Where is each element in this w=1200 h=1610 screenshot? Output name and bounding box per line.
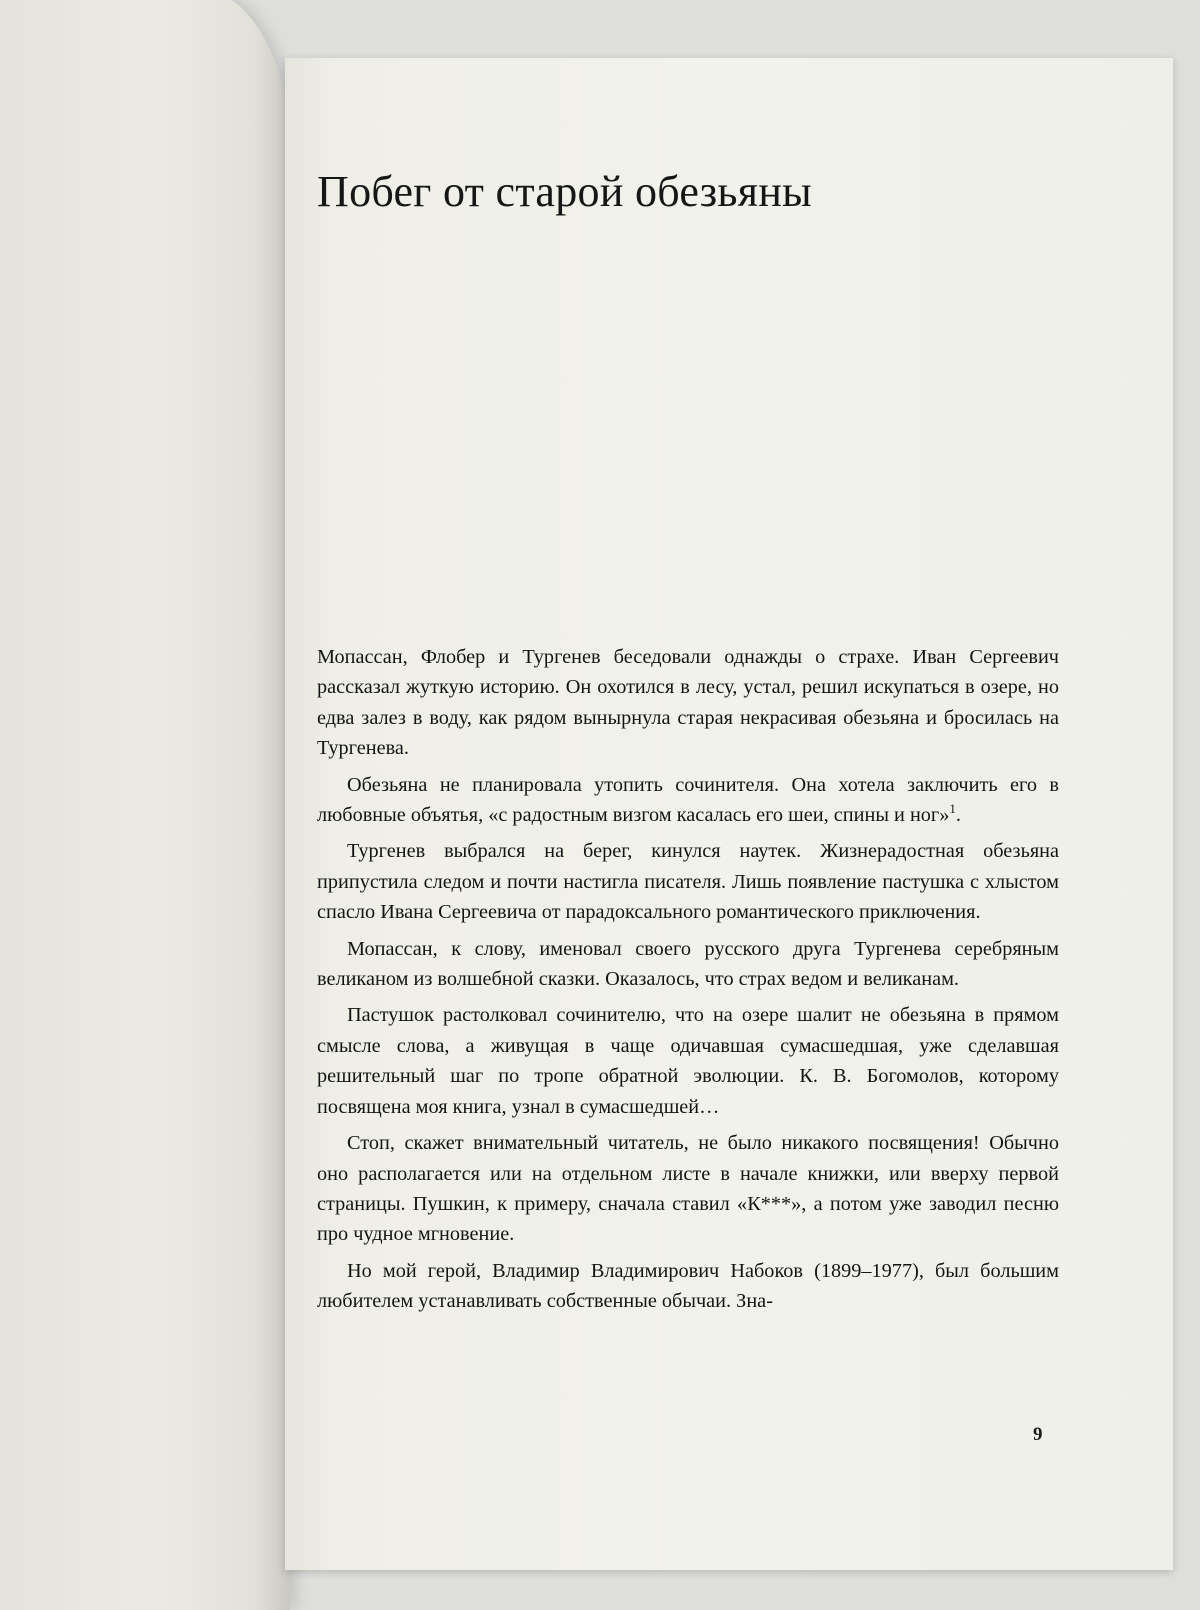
paragraph-1: Мопассан, Флобер и Тургенев беседовали однажды о страхе. Иван Сергеевич рассказал жуткую историю. Он охотился в лесу, устал, решил искупаться в озере, но едва залез в воду, как рядом вынырнула старая некрасивая обезьяна и бросилась на Тургенева. [317, 646, 1059, 760]
footnote-reference: 1 [949, 801, 956, 817]
paragraph-7: Но мой герой, Владимир Владимирович Набоков (1899–1977), был большим любителем устанавливать собственные обычаи. Зна- [317, 1259, 1059, 1313]
right-page [285, 58, 1173, 1570]
body-text [317, 642, 1059, 1323]
paragraph-6: Стоп, скажет внимательный читатель, не было никакого посвящения! Обычно оно располагается или на отдельном листе в начале книжки, или вверху первой страницы. Пушкин, к примеру, сначала ставил «К***», а потом уже заводил песню про чудное мгновение. [317, 1132, 1059, 1246]
left-page [0, 0, 290, 1610]
page-number: 9 [1033, 1424, 1043, 1445]
paragraph-2: Обезьяна не планировала утопить сочинителя. Она хотела заключить его в любовные объятья, «с радостным визгом касалась его шеи, спины и ног»$^1$. [317, 773, 1059, 827]
paragraph-2-text: Обезьяна не планировала утопить сочинителя. Она хотела заключить его в любовные объятья, «с радостным визгом касалась его шеи, спины и ног» [317, 773, 1059, 827]
chapter-title: Побег от старой обезьяны [317, 167, 813, 216]
left-page-bleed-through-heading [20, 120, 30, 167]
paragraph-4: Мопассан, к слову, именовал своего русского друга Тургенева серебряным великаном из волшебной сказки. Оказалось, что страх ведом и великанам. [317, 937, 1059, 991]
paragraph-5: Пастушок растолковал сочинителю, что на озере шалит не обезьяна в прямом смысле слова, а живущая в чаще одичавшая сумасшедшая, уже сделавшая решительный шаг по тропе обратной эволюции. К. В. Богомолов, которому посвящена моя книга, узнал в сумасшедшей… [317, 1004, 1059, 1118]
paragraph-3: Тургенев выбрался на берег, кинулся наутек. Жизнерадостная обезьяна припустила следом и почти настигла писателя. Лишь появление пастушка с хлыстом спасло Ивана Сергеевича от парадоксального романтического приключения. [317, 840, 1059, 924]
